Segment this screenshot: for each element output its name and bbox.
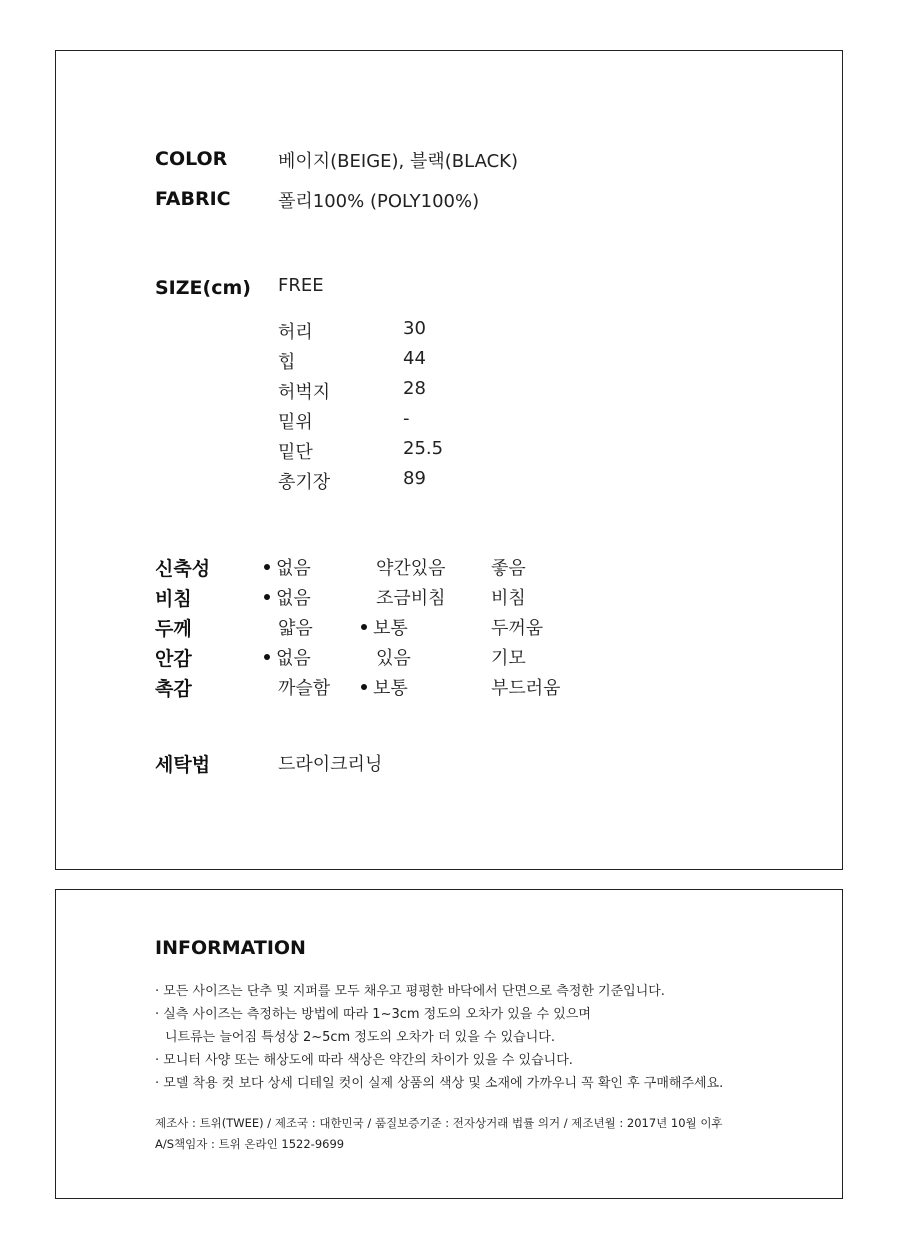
info-note: · 모니터 사양 또는 해상도에 따라 색상은 약간의 차이가 있을 수 있습니다. xyxy=(155,1053,573,1068)
info-note: 니트류는 늘어짐 특성상 2~5cm 정도의 오차가 더 있을 수 있습니다. xyxy=(165,1030,555,1045)
measurement-value: 30 xyxy=(403,318,426,339)
attribute-option-text: 없음 xyxy=(276,558,311,579)
attribute-option-text: 없음 xyxy=(276,648,311,669)
selected-dot-icon xyxy=(264,654,270,660)
attribute-option-text: 없음 xyxy=(276,588,311,609)
manufacturer-info: 제조사 : 트위(TWEE) / 제조국 : 대한민국 / 품질보증기준 : 전자상거래 법률 의거 / 제조년월 : 2017년 10월 이후 xyxy=(155,1116,723,1130)
attribute-option-selected xyxy=(361,614,408,640)
attribute-option: 얇음 xyxy=(278,618,313,639)
measurement-value: 89 xyxy=(403,468,426,489)
info-note: · 실측 사이즈는 측정하는 방법에 따라 1~3cm 정도의 오차가 있을 수 있으며 xyxy=(155,1007,591,1022)
spec-panel xyxy=(55,50,843,870)
attribute-option-selected xyxy=(361,674,408,700)
attribute-option: 두꺼움 xyxy=(491,618,544,639)
attribute-label: 비침 xyxy=(155,588,192,610)
attribute-option: 부드러움 xyxy=(491,678,561,699)
info-note: · 모델 착용 컷 보다 상세 디테일 컷이 실제 상품의 색상 및 소재에 가까우니 꼭 확인 후 구매해주세요. xyxy=(155,1076,724,1091)
attribute-option: 있음 xyxy=(376,648,411,669)
selected-dot-icon xyxy=(264,594,270,600)
attribute-option: 조금비침 xyxy=(376,588,446,609)
attribute-option-selected xyxy=(264,584,311,610)
attribute-option-selected xyxy=(264,644,311,670)
measurement-name: 허리 xyxy=(278,322,313,343)
attribute-option: 기모 xyxy=(491,648,526,669)
measurement-name: 밑위 xyxy=(278,412,313,433)
measurement-value: - xyxy=(403,408,410,429)
as-contact-info: A/S책임자 : 트위 온라인 1522-9699 xyxy=(155,1137,345,1151)
attribute-label: 촉감 xyxy=(155,678,192,700)
attribute-option-selected xyxy=(264,554,311,580)
attribute-label: 안감 xyxy=(155,648,192,670)
size-label: SIZE(cm) xyxy=(155,277,251,299)
measurement-name: 밑단 xyxy=(278,442,313,463)
measurement-value: 25.5 xyxy=(403,438,444,459)
measurement-name: 힙 xyxy=(278,352,296,373)
attribute-label: 신축성 xyxy=(155,558,211,580)
info-note: · 모든 사이즈는 단추 및 지퍼를 모두 채우고 평평한 바닥에서 단면으로 측정한 기준입니다. xyxy=(155,984,665,999)
information-title: INFORMATION xyxy=(155,937,306,959)
measurement-name: 총기장 xyxy=(278,472,331,493)
attribute-label: 두께 xyxy=(155,618,192,640)
size-value: FREE xyxy=(278,275,324,296)
selected-dot-icon xyxy=(361,684,367,690)
measurement-value: 28 xyxy=(403,378,426,399)
attribute-option-text: 보통 xyxy=(373,618,408,639)
attribute-option: 까슬함 xyxy=(278,678,331,699)
measurement-name: 허벅지 xyxy=(278,382,331,403)
selected-dot-icon xyxy=(361,624,367,630)
wash-value: 드라이크리닝 xyxy=(278,754,383,775)
color-value: 베이지(BEIGE), 블랙(BLACK) xyxy=(278,151,518,172)
measurement-value: 44 xyxy=(403,348,426,369)
attribute-option: 좋음 xyxy=(491,558,526,579)
color-label: COLOR xyxy=(155,148,228,170)
attribute-option-text: 보통 xyxy=(373,678,408,699)
fabric-value: 폴리100% (POLY100%) xyxy=(278,191,480,212)
fabric-label: FABRIC xyxy=(155,188,231,210)
wash-label: 세탁법 xyxy=(155,754,211,776)
attribute-option: 비침 xyxy=(491,588,526,609)
attribute-option: 약간있음 xyxy=(376,558,446,579)
selected-dot-icon xyxy=(264,564,270,570)
